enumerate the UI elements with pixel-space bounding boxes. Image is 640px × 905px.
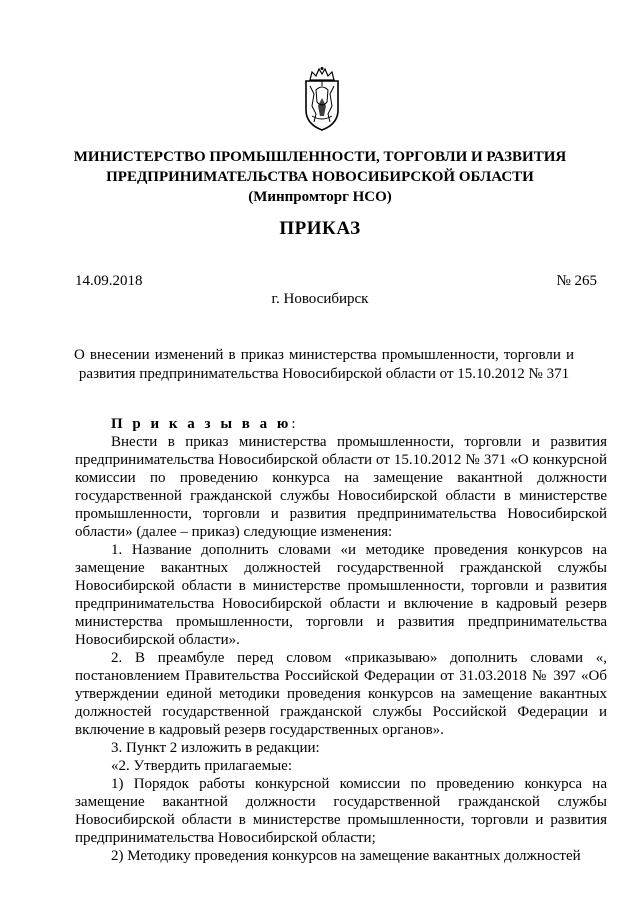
coat-of-arms-icon bbox=[300, 66, 344, 132]
body-paragraph: 3. Пункт 2 изложить в редакции: bbox=[111, 740, 320, 756]
body-paragraph: Внести в приказ министерства промышленности, торговли и развития предпринимательства Новосибирской области от 15.10.2012 № 371 «О конкурсной комиссии по проведению конкурса на замещение вакантной должности государственной гражданской службы Новосибирской области в министерстве промышленности, торговли и развития предпринимательства Новосибирской области» (далее – приказ) следующие изменения: bbox=[75, 434, 607, 540]
ministry-name-line-2: ПРЕДПРИНИМАТЕЛЬСТВА НОВОСИБИРСКОЙ ОБЛАСТИ bbox=[106, 169, 534, 185]
order-colon: : bbox=[291, 416, 296, 432]
body-paragraph: 1) Порядок работы конкурсной комиссии по проведению конкурса на замещение вакантной должности государственной гражданской службы Новосибирской области в министерстве промышленности, торговли и развития предпринимательства Новосибирской области; bbox=[75, 776, 607, 846]
body-paragraph: «2. Утвердить прилагаемые: bbox=[111, 758, 292, 774]
document-type: ПРИКАЗ bbox=[279, 218, 361, 239]
document-body bbox=[75, 415, 607, 865]
document-subject: О внесении изменений в приказ министерства промышленности, торговли и развития предпринимательства Новосибирской области от 15.10.2012 № 371 bbox=[74, 347, 574, 382]
ministry-name-line-1: МИНИСТЕРСТВО ПРОМЫШЛЕННОСТИ, ТОРГОВЛИ И РАЗВИТИЯ bbox=[73, 149, 567, 165]
coat-of-arms-emblem bbox=[300, 66, 344, 132]
body-paragraph: 1. Название дополнить словами «и методике проведения конкурсов на замещение вакантных должностей государственной гражданской службы Новосибирской области в министерстве промышленности, торговли и развития предпринимательства Новосибирской области и включение в кадровый резерв министерства промышленности, торговли и развития предпринимательства Новосибирской области». bbox=[75, 542, 607, 648]
document-city: г. Новосибирск bbox=[271, 291, 369, 307]
ministry-short-name: (Минпромторг НСО) bbox=[248, 189, 392, 205]
document-number: № 265 bbox=[556, 273, 597, 289]
body-paragraph: 2) Методику проведения конкурсов на замещение вакантных должностей bbox=[111, 848, 581, 864]
ministry-name bbox=[40, 147, 600, 207]
order-word: П р и к а з ы в а ю bbox=[111, 416, 292, 432]
document-date: 14.09.2018 bbox=[75, 273, 143, 289]
body-paragraph: 2. В преамбуле перед словом «приказываю» дополнить словами «, постановлением Правительства Российской Федерации от 31.03.2018 № 397 «Об утверждении единой методики проведения конкурсов на замещение вакантных должностей государственной гражданской службы Российской Федерации и включение в кадровый резерв государственных органов». bbox=[75, 650, 607, 738]
order-heading bbox=[75, 415, 607, 433]
